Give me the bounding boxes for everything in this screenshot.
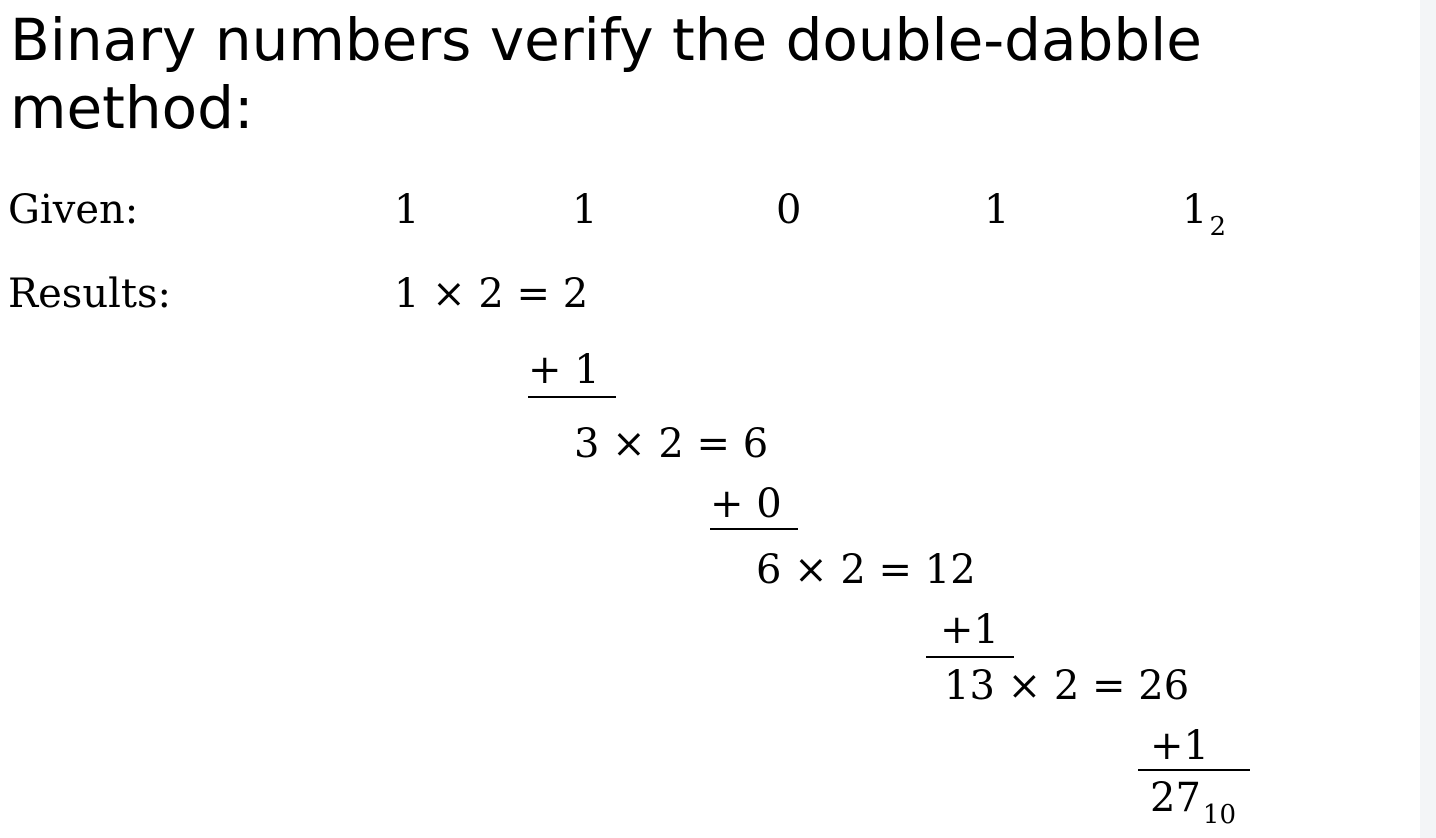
step-1-rule	[528, 396, 616, 398]
page-title: Binary numbers verify the double-dabble method:	[10, 6, 1202, 142]
step-4-add: +1	[1150, 723, 1209, 769]
given-bit-5-digit: 1	[1182, 187, 1208, 233]
final-result-value: 27	[1150, 775, 1201, 821]
step-4-multiply: 13 × 2 = 26	[944, 663, 1190, 709]
step-4-rule	[1138, 769, 1250, 771]
given-bit-2: 1	[572, 187, 598, 233]
final-result	[1150, 774, 1236, 830]
given-bit-5	[1182, 186, 1226, 242]
final-result-base: 10	[1202, 800, 1236, 830]
step-3-rule	[926, 656, 1014, 658]
step-2-multiply: 3 × 2 = 6	[574, 421, 769, 467]
given-base-subscript: 2	[1209, 212, 1226, 242]
given-bit-3: 0	[776, 187, 802, 233]
step-1-add: + 1	[528, 347, 600, 393]
step-2-rule	[710, 528, 798, 530]
step-3-multiply: 6 × 2 = 12	[756, 547, 976, 593]
given-bit-4: 1	[984, 187, 1010, 233]
step-3-add: +1	[940, 607, 999, 653]
results-label: Results:	[8, 271, 171, 317]
given-bit-1: 1	[394, 187, 420, 233]
given-label: Given:	[8, 187, 139, 233]
step-2-add: + 0	[710, 481, 782, 527]
step-1-multiply: 1 × 2 = 2	[394, 271, 589, 317]
page-edge	[1420, 0, 1436, 838]
